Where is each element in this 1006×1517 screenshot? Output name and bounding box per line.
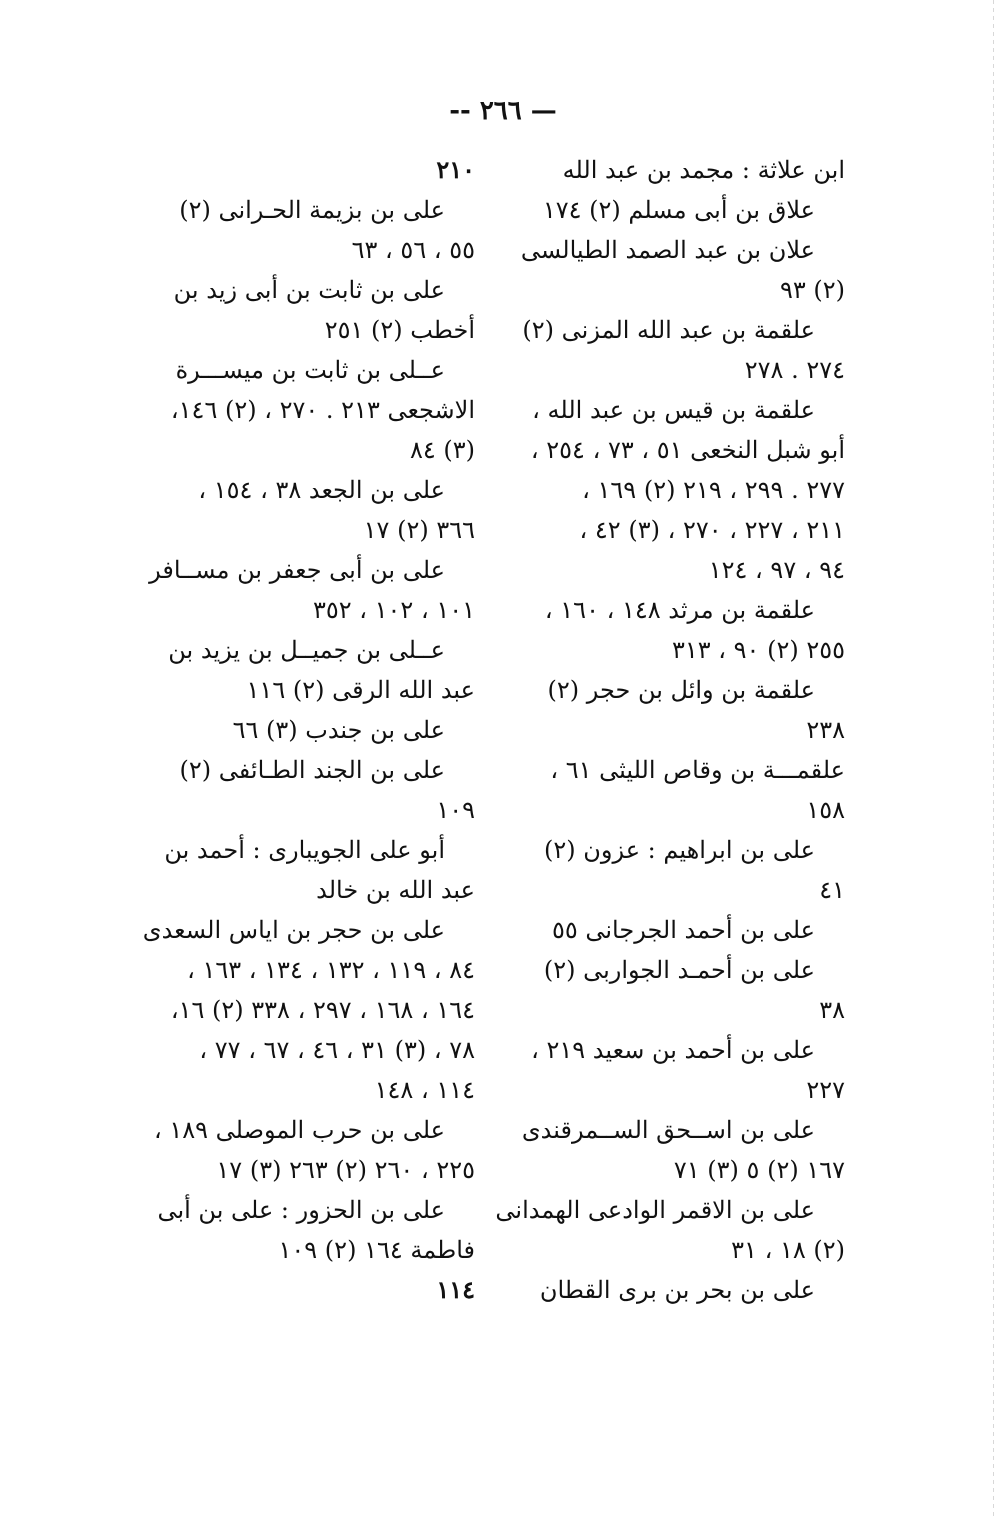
index-entry-continuation: ٥٥ ، ٥٦ ، ٦٣: [351, 236, 475, 264]
index-entry: على بن الجند الطـائفى (٢): [179, 756, 445, 784]
index-entry: على بن ثابت بن أبى زيد بن: [173, 276, 445, 304]
index-entry-continuation: (٢) ١٨ ، ٣١: [731, 1236, 845, 1264]
index-entry: على بن الحزور : على بن أبى: [157, 1196, 445, 1224]
index-entry-continuation: ٧٨ ، (٣) ٣١ ، ٤٦ ، ٦٧ ، ٧٧ ،: [199, 1036, 475, 1064]
index-entry: على بن حجر بن اياس السعدى: [142, 916, 445, 944]
index-entry: على بن أحمد بن سعيد ٢١٩ ،: [531, 1036, 815, 1064]
index-entry-continuation: أبو شبل النخعى ٥١ ، ٧٣ ، ٢٥٤ ،: [530, 436, 845, 464]
index-column-right: [495, 150, 845, 1310]
index-entry-continuation: ١٥٨: [806, 796, 845, 824]
index-entry: أبو على الجويبارى : أحمد بن: [164, 836, 445, 864]
index-entry: على بن بحر بن برى القطان: [539, 1276, 815, 1304]
index-entry-continuation: أخطب (٢) ٢٥١: [324, 316, 475, 344]
scan-edge-artifact: [993, 0, 994, 1517]
index-entry-continuation: (٢) ٩٣: [779, 276, 845, 304]
index-entry-continuation: ٢١١ ، ٢٢٧ ، ٢٧٠ ، (٣) ٤٢ ،: [579, 516, 845, 544]
index-entry: علقمة بن وائل بن حجر (٢): [547, 676, 815, 704]
index-entry-continuation: ٢٧٧ . ٢٩٩ ، ٢١٩ (٢) ١٦٩ ،: [582, 476, 845, 504]
index-entry: على بن جندب (٣) ٦٦: [232, 716, 445, 744]
index-entry-continuation: ١٦٧ (٢) ٥ (٣) ٧١: [673, 1156, 845, 1184]
index-entry-continuation: ٣٦٦ (٢) ١٧: [363, 516, 475, 544]
index-column-left: [140, 150, 475, 1310]
index-entry: على بن اســحق الســمرقندى: [521, 1116, 815, 1144]
index-entry: عــلى بن جميــل بن يزيد بن: [168, 636, 445, 664]
index-entry-continuation: ٢٧٤ . ٢٧٨: [744, 356, 845, 384]
index-entry-continuation: ١٠٩: [436, 796, 475, 824]
index-entry-continuation: فاطمة ١٦٤ (٢) ١٠٩: [278, 1236, 475, 1264]
index-entry: علان بن عبد الصمد الطيالسى: [520, 236, 815, 264]
index-entry: عــلى بن ثابت بن ميســـرة: [175, 356, 445, 384]
index-entry-continuation: ٢٣٨: [806, 716, 845, 744]
index-entry: علاق بن أبى مسلم (٢) ١٧٤: [542, 196, 815, 224]
index-entry-continuation: ٢٢٧: [806, 1076, 845, 1104]
index-entry-continuation: (٣) ٨٤: [409, 436, 475, 464]
page-number: — ٢٦٦ --: [449, 96, 557, 126]
index-entry-continuation: عبد الله بن خالد: [316, 876, 475, 904]
index-entry: على بن الجعد ٣٨ ، ١٥٤ ،: [198, 476, 445, 504]
index-entry-continuation: ١٠١ ، ١٠٢ ، ٣٥٢: [312, 596, 475, 624]
index-entry-continuation: ١١٤: [436, 1275, 475, 1304]
index-entry: على بن الاقمر الوادعى الهمدانى: [495, 1196, 815, 1224]
index-entry: على بن بزيمة الحـرانى (٢): [179, 196, 445, 224]
index-entry-continuation: عبد الله الرقى (٢) ١١٦: [246, 676, 475, 704]
index-entry-continuation: الاشجعى ٢١٣ . ٢٧٠ ، (٢) ١٤٦،: [170, 396, 475, 424]
index-entry: على بن حرب الموصلى ١٨٩ ،: [153, 1116, 445, 1144]
index-entry-continuation: ١١٤ ، ١٤٨: [374, 1076, 475, 1104]
index-entry-continuation: ٢٢٥ ، ٢٦٠ (٢) ٢٦٣ (٣) ١٧: [216, 1156, 475, 1184]
index-entry-continuation: ٤١: [819, 876, 845, 904]
index-entry: علقمة بن قيس بن عبد الله ،: [532, 396, 815, 424]
index-entry: علقمة بن عبد الله المزنى (٢): [522, 316, 815, 344]
index-entry: على بن أبى جعفر بن مســافر: [149, 556, 445, 584]
index-entry: ابن علاثة : مجمد بن عبد الله: [562, 156, 845, 184]
index-entry-continuation: ٣٨: [819, 996, 845, 1024]
index-entry-continuation: ٩٤ ، ٩٧ ، ١٢٤: [708, 556, 845, 584]
index-entry: على بن ابراهيم : عزون (٢): [544, 836, 815, 864]
index-entry: على بن أحمد الجرجانى ٥٥: [551, 916, 815, 944]
index-entry-continuation: ٢٥٥ (٢) ٩٠ ، ٣١٣: [671, 636, 845, 664]
index-entry-continuation: ٢١٠: [436, 155, 475, 184]
index-entry-continuation: ٨٤ ، ١١٩ ، ١٣٢ ، ١٣٤ ، ١٦٣ ،: [187, 956, 475, 984]
index-entry: علقمـــة بن وقاص الليثى ٦١ ،: [550, 756, 845, 784]
index-entry: علقمة بن مرثد ١٤٨ ، ١٦٠ ،: [544, 596, 815, 624]
index-entry-continuation: ١٦٤ ، ١٦٨ ، ٢٩٧ ، ٣٣٨ (٢) ١٦،: [170, 996, 475, 1024]
index-entry: على بن أحمـد الجواربى (٢): [543, 956, 815, 984]
